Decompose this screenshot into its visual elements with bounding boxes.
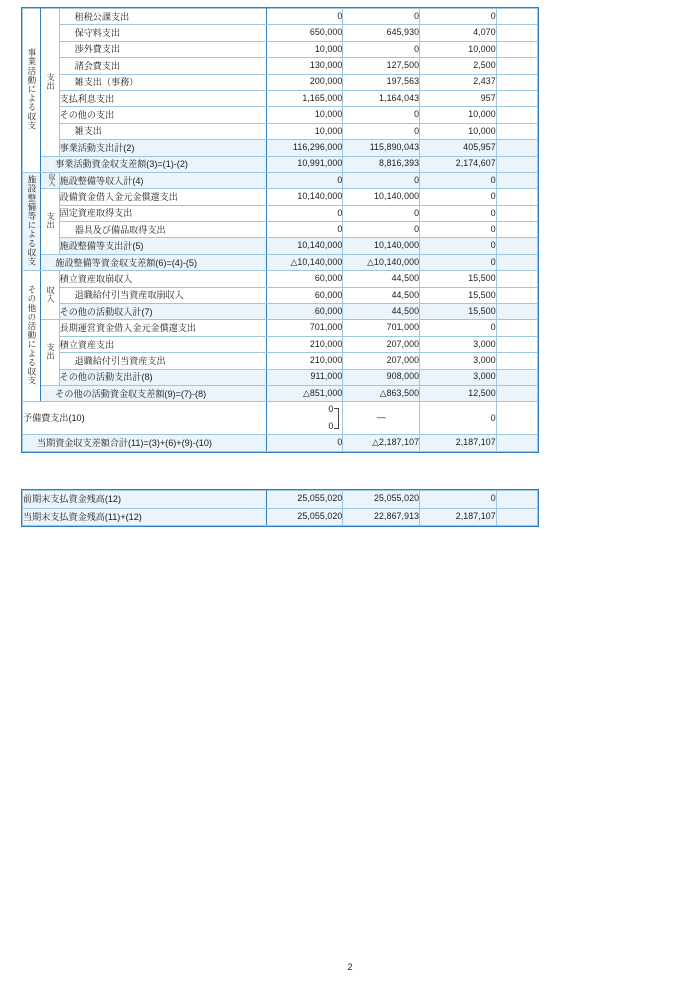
cell-amount-3: 0 <box>420 254 497 270</box>
cell-amount-3: 2,174,607 <box>420 156 497 172</box>
cell-amount-1: △10,140,000 <box>266 254 343 270</box>
table-row <box>23 74 538 90</box>
cell-amount-2: 127,500 <box>343 58 420 74</box>
cell-remarks <box>496 336 537 352</box>
cell-remarks <box>496 320 537 336</box>
row-item-name: 諸会費支出 <box>59 58 266 74</box>
row-item-name: 積立資産支出 <box>59 336 266 352</box>
cell-remarks <box>496 304 537 320</box>
cell-amount-2: △10,140,000 <box>343 254 420 270</box>
cell-amount-1: 0 <box>266 222 343 238</box>
reserve-budget-lower: 0 <box>328 420 334 431</box>
cell-amount-2: 44,500 <box>343 271 420 287</box>
row-item-name: 保守料支出 <box>59 25 266 41</box>
cell-remarks <box>496 491 537 509</box>
cell-amount-2: 25,055,020 <box>343 491 420 509</box>
table-row <box>23 353 538 369</box>
table-row <box>23 271 538 287</box>
cell-amount-1: 0 <box>266 172 343 188</box>
reserve-budget-upper: 0 <box>328 404 334 415</box>
row-item-name: その他の活動収入計(7) <box>59 304 266 320</box>
cell-remarks <box>496 238 537 254</box>
cell-amount-1: 200,000 <box>266 74 343 90</box>
cell-amount-3: 2,437 <box>420 74 497 90</box>
row-item-name: 事業活動支出計(2) <box>59 140 266 156</box>
section-label-text: 収入 <box>47 173 55 186</box>
cell-amount-1: 210,000 <box>266 336 343 352</box>
cell-amount-3: 0 <box>420 205 497 221</box>
cell-amount-2: 8,816,393 <box>343 156 420 172</box>
payment-fund-balance-table <box>22 490 538 526</box>
page-number: 2 <box>347 962 353 972</box>
table-row <box>23 172 538 188</box>
cell-remarks <box>496 508 537 526</box>
row-item-name: 渉外費支出 <box>59 41 266 57</box>
table-row <box>23 369 538 385</box>
cell-remarks <box>496 353 537 369</box>
cell-amount-2: 197,563 <box>343 74 420 90</box>
cell-amount-3: 3,000 <box>420 353 497 369</box>
cell-amount-2: △863,500 <box>343 385 420 401</box>
cell-remarks <box>496 9 537 25</box>
group-label-1 <box>23 9 41 173</box>
row-item-name: 長期運営資金借入金元金償還支出 <box>59 320 266 336</box>
cell-amount-3: 0 <box>420 238 497 254</box>
cell-amount-1: 0 <box>266 435 343 451</box>
cell-amount-2: 207,000 <box>343 336 420 352</box>
cell-amount-2: 22,867,913 <box>343 508 420 526</box>
table-row <box>23 25 538 41</box>
cell-amount-2: 701,000 <box>343 320 420 336</box>
table-row-difference <box>23 156 538 172</box>
cell-amount-3: 4,070 <box>420 25 497 41</box>
cell-amount-1: 60,000 <box>266 304 343 320</box>
row-item-name: 退職給付引当資産取崩収入 <box>59 287 266 303</box>
balance-row-name: 当期末支払資金残高(11)+(12) <box>23 508 267 526</box>
row-item-name: 支払利息支出 <box>59 90 266 106</box>
cell-amount-3: 0 <box>420 491 497 509</box>
cell-amount-3: 0 <box>420 172 497 188</box>
cell-amount-2: 1,164,043 <box>343 90 420 106</box>
grand-total-name: 当期資金収支差額合計(11)=(3)+(6)+(9)-(10) <box>23 435 267 451</box>
cell-amount-3: 2,500 <box>420 58 497 74</box>
cell-amount-2: 44,500 <box>343 287 420 303</box>
cell-remarks <box>496 58 537 74</box>
cell-amount-3: 2,187,107 <box>420 435 497 451</box>
cell-remarks <box>496 189 537 205</box>
row-item-name: 固定資産取得支出 <box>59 205 266 221</box>
cell-amount-1: 25,055,020 <box>266 491 343 509</box>
cell-amount-2: 44,500 <box>343 304 420 320</box>
cell-amount-1: 0 <box>266 205 343 221</box>
cell-amount-1 <box>266 402 343 435</box>
cell-amount-3: 15,500 <box>420 287 497 303</box>
cell-remarks <box>496 172 537 188</box>
group-label-text: 事業活動による収支 <box>26 48 37 130</box>
brace-bracket <box>334 408 339 429</box>
table-row <box>23 90 538 106</box>
cell-amount-1: 701,000 <box>266 320 343 336</box>
cell-amount-2: 908,000 <box>343 369 420 385</box>
section-label-text: 支出 <box>46 211 56 229</box>
cell-amount-3: 12,500 <box>420 385 497 401</box>
cell-amount-1: 116,296,000 <box>266 140 343 156</box>
cell-amount-2: 645,930 <box>343 25 420 41</box>
row-item-name: 雑支出 <box>59 123 266 139</box>
cell-amount-2: △2,187,107 <box>343 435 420 451</box>
section-label <box>41 172 59 188</box>
row-item-name: 雑支出（事務） <box>59 74 266 90</box>
difference-row-name: その他の活動資金収支差額(9)=(7)-(8) <box>41 385 266 401</box>
cell-remarks <box>496 25 537 41</box>
table-row <box>23 123 538 139</box>
row-item-name: 積立資産取崩収入 <box>59 271 266 287</box>
row-item-name: その他の支出 <box>59 107 266 123</box>
cell-remarks <box>496 205 537 221</box>
cell-amount-2: 0 <box>343 107 420 123</box>
cell-remarks <box>496 254 537 270</box>
cell-amount-1: 10,991,000 <box>266 156 343 172</box>
cell-amount-1: 10,000 <box>266 41 343 57</box>
row-item-name: 退職給付引当資産支出 <box>59 353 266 369</box>
cell-remarks <box>496 435 537 451</box>
cell-amount-2: 0 <box>343 123 420 139</box>
row-item-name: 租税公課支出 <box>59 9 266 25</box>
cell-remarks <box>496 402 537 435</box>
table-row <box>23 205 538 221</box>
cell-amount-2: 207,000 <box>343 353 420 369</box>
cell-remarks <box>496 369 537 385</box>
cell-remarks <box>496 271 537 287</box>
cell-amount-3: 0 <box>420 9 497 25</box>
cell-amount-1: 1,165,000 <box>266 90 343 106</box>
section-label <box>41 189 59 255</box>
table-row <box>23 9 538 25</box>
budget-brace-group <box>267 403 343 433</box>
table-row <box>23 107 538 123</box>
cell-remarks <box>496 287 537 303</box>
section-label <box>41 320 59 386</box>
cell-remarks <box>496 156 537 172</box>
section-label <box>41 9 59 157</box>
table-row <box>23 287 538 303</box>
group-label-text: 施設整備等による収支 <box>26 174 37 266</box>
cell-amount-1: 10,140,000 <box>266 189 343 205</box>
row-item-name: 器具及び備品取得支出 <box>59 222 266 238</box>
cash-flow-main-table <box>22 8 538 452</box>
cell-amount-1: 650,000 <box>266 25 343 41</box>
difference-row-name: 事業活動資金収支差額(3)=(1)-(2) <box>41 156 266 172</box>
table-row <box>23 58 538 74</box>
cell-remarks <box>496 123 537 139</box>
cell-amount-1: 60,000 <box>266 287 343 303</box>
cell-amount-3: 15,500 <box>420 304 497 320</box>
table-row-difference <box>23 254 538 270</box>
group-label-text: その他の活動による収支 <box>26 284 37 385</box>
cell-amount-2: 10,140,000 <box>343 238 420 254</box>
row-item-name: その他の活動支出計(8) <box>59 369 266 385</box>
cell-amount-3: 957 <box>420 90 497 106</box>
table-row <box>23 304 538 320</box>
table-row <box>23 222 538 238</box>
cell-amount-3: 2,187,107 <box>420 508 497 526</box>
cell-amount-3: 10,000 <box>420 107 497 123</box>
section-label-text: 支出 <box>46 72 56 90</box>
balance-row-name: 前期末支払資金残高(12) <box>23 491 267 509</box>
section-label-text: 収入 <box>46 285 56 303</box>
cell-amount-3: 10,000 <box>420 123 497 139</box>
cell-amount-1: 10,000 <box>266 123 343 139</box>
cell-amount-2: 0 <box>343 9 420 25</box>
cell-remarks <box>496 385 537 401</box>
cell-amount-2: 10,140,000 <box>343 189 420 205</box>
cell-amount-3: 3,000 <box>420 336 497 352</box>
cell-amount-1: 0 <box>266 9 343 25</box>
cell-remarks <box>496 90 537 106</box>
cell-remarks <box>496 222 537 238</box>
table-row <box>23 238 538 254</box>
cell-amount-3: 0 <box>420 320 497 336</box>
cell-amount-3: 0 <box>420 402 497 435</box>
section-label-text: 支出 <box>46 343 56 360</box>
cell-amount-1: 10,140,000 <box>266 238 343 254</box>
cell-amount-2: 0 <box>343 172 420 188</box>
difference-row-name: 施設整備等資金収支差額(6)=(4)-(5) <box>41 254 266 270</box>
cell-amount-2: — <box>343 402 420 435</box>
table-row <box>23 41 538 57</box>
table-row <box>23 491 538 509</box>
row-item-name: 施設整備等支出計(5) <box>59 238 266 254</box>
cell-amount-1: 10,000 <box>266 107 343 123</box>
row-item-name: 設備資金借入金元金償還支出 <box>59 189 266 205</box>
cell-amount-3: 10,000 <box>420 41 497 57</box>
cell-amount-3: 0 <box>420 222 497 238</box>
table-row-grand-total <box>23 435 538 451</box>
table-row-difference <box>23 385 538 401</box>
table-row <box>23 336 538 352</box>
reserve-row-name: 予備費支出(10) <box>23 402 267 435</box>
cell-amount-2: 0 <box>343 41 420 57</box>
cell-amount-3: 0 <box>420 189 497 205</box>
cell-remarks <box>496 74 537 90</box>
cell-amount-2: 0 <box>343 222 420 238</box>
cell-amount-2: 115,890,043 <box>343 140 420 156</box>
row-item-name: 施設整備等収入計(4) <box>59 172 266 188</box>
cell-amount-2: 0 <box>343 205 420 221</box>
table-row <box>23 189 538 205</box>
cell-remarks <box>496 107 537 123</box>
table-row <box>23 320 538 336</box>
cell-amount-3: 405,957 <box>420 140 497 156</box>
table-row-reserve <box>23 402 538 435</box>
table-row <box>23 508 538 526</box>
cell-remarks <box>496 41 537 57</box>
cell-amount-1: 130,000 <box>266 58 343 74</box>
cell-amount-3: 15,500 <box>420 271 497 287</box>
cell-amount-1: 210,000 <box>266 353 343 369</box>
cell-amount-1: 60,000 <box>266 271 343 287</box>
group-label-3 <box>23 271 41 402</box>
cell-amount-1: △851,000 <box>266 385 343 401</box>
cell-amount-1: 911,000 <box>266 369 343 385</box>
cell-amount-1: 25,055,020 <box>266 508 343 526</box>
cell-remarks <box>496 140 537 156</box>
section-label <box>41 271 59 320</box>
table-row <box>23 140 538 156</box>
group-label-2 <box>23 172 41 270</box>
cell-amount-3: 3,000 <box>420 369 497 385</box>
